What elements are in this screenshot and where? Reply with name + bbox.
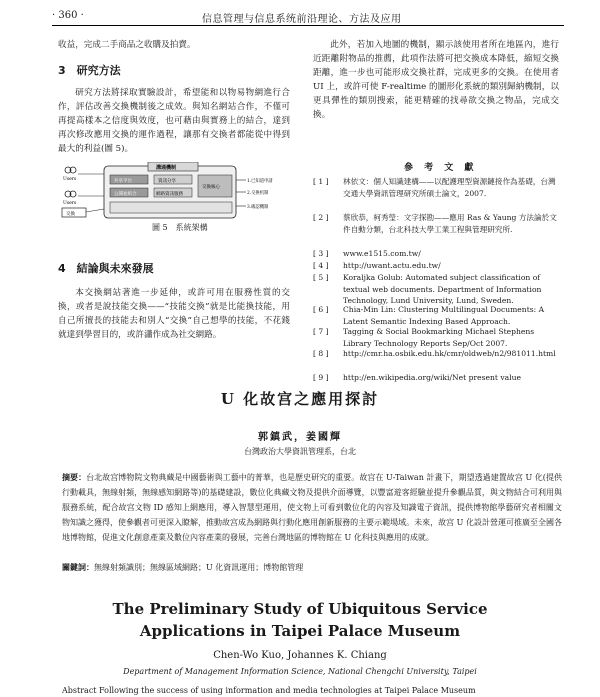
- bbs-label: 網路資訊服務: [156, 192, 183, 197]
- right-label-3: 3.確認機制: [247, 205, 269, 210]
- reference-text: Koraljka Golub: Automated subject classification of textual web documents. Department of Information Technology, Lund University, Lund, Sweden.: [343, 273, 542, 306]
- left-column: [58, 38, 290, 156]
- english-affiliation: Department of Management Information Science, National Chengchi University, Taipei: [123, 667, 477, 676]
- reference-number: [ 1 ]: [313, 177, 329, 186]
- page-number: · 360 ·: [52, 10, 84, 21]
- abstract-label: 摘要：: [62, 472, 87, 482]
- right-column: [313, 38, 559, 122]
- users-top-label: Users: [63, 177, 77, 182]
- bid-label: 公開並組合: [114, 192, 137, 197]
- right-intro-text: 此外，若加入地圖的機制，顯示該使用者所在地區內，進行近距離附物品的推薦，此項作法將可把交換成本降低，縮短交換距離，進一步也可能形成交換社群，完成更多的交換。在使用者 UI 上，或許可使 F-realtime 的圖形化系統的類別歸納機制，以更具彈性的類別搜索，能更精確的找尋欲交換之物品，完成交換。: [313, 40, 559, 120]
- core-label: 交換核心: [202, 185, 220, 190]
- section4-heading: 4 結論與未來發展: [58, 262, 154, 275]
- reference-number: [ 6 ]: [313, 305, 329, 314]
- page-header: [52, 8, 564, 26]
- chinese-keywords: [62, 562, 562, 573]
- right-label-1: 1.已知道申請: [247, 179, 273, 184]
- reference-number: [ 7 ]: [313, 327, 329, 336]
- chinese-affiliation: 台灣政治大學資訊管理系，台北: [244, 447, 356, 456]
- english-title-line1: The Preliminary Study of Ubiquitous Service: [112, 600, 488, 618]
- reference-text: Chia-Min Lin: Clustering Multilingual Documents: A Latent Semantic Indexing Based Approach.: [343, 305, 545, 326]
- exchange-box-label: 交換: [66, 212, 75, 217]
- section3-heading: 3 研究方法: [58, 64, 121, 77]
- keywords-label: 關鍵詞：: [62, 562, 94, 572]
- share-platform-label: 共享平台: [114, 179, 132, 184]
- figure-title: 溝通機制: [156, 165, 177, 171]
- reference-text: http://en.wikipedia.org/wiki/Net present value: [343, 373, 521, 382]
- left-column-lower: [58, 262, 290, 342]
- chinese-authors: 郭鎮武，姜國輝: [258, 432, 342, 443]
- english-title: [0, 598, 600, 642]
- figure-caption: 圖 5 系統架構: [152, 223, 208, 232]
- section4-text: 本交換網站著進一步延伸，或許可用在服務性質的交換，或者是說技能交換——“技能交換”就是比能換技能，用自己所擅長的技能去和別人“交換”自己想學的技能，不花錢就達到學習目的，或許瀟作成為社交網路。: [58, 288, 290, 340]
- reference-text: http://uwant.actu.edu.tw/: [343, 261, 441, 270]
- reference-number: [ 3 ]: [313, 249, 329, 258]
- users-bottom-label: Users: [63, 201, 77, 206]
- right-label-2: 2.交换机制: [247, 191, 269, 196]
- users-group-top: [63, 167, 77, 182]
- left-intro-text: 收益，完成二手商品之收購及拍賣。: [58, 40, 196, 50]
- info-share-label: 資訊分享: [158, 179, 176, 184]
- running-title: 信息管理与信息系统前沿理论、方法及应用: [202, 14, 402, 25]
- english-abstract-start: Abstract Following the success of using information and media technologies at Taipei Palace Museum: [62, 686, 476, 695]
- header-rule: [52, 25, 564, 26]
- abstract-text: 台北故宫博物院文物典藏是中國藝術與工藝中的菁華，也是歷史研究的重要。故宫在 U-Taiwan 計畫下，期望透過建置故宫 U 化(提供行動載具，無線射頻，無線感知網路等)的基礎建設，數位化典藏文物及提供介面導覽，以豐富遊客經驗並提升參觀品質，與文物結合可利用與服務系統，配合故宫文物 ID 感知上網應用，導入智慧型運用，使文物上可看到數位化的內容及知識電子資訊，提供博物館學藝研究者相關文物知識之獲得，使參觀者可更深入瞭解，推動故宫成為網路與行動化應用創新服務的主要示範場域。未來，故宫 U 化設計營運可推廣至全國各地博物館，促進文化創意產業及數位內容產業的發展，完善台灣地區的博物館在 U 化科技與應用的成就。: [62, 473, 562, 542]
- reference-number: [ 8 ]: [313, 349, 329, 358]
- reference-text: 蔡欣恭，柯秀瑩：文字探勘——應用 Ras & Yaung 方法論於文件自動分類，台北科技大學工業工程與管理研究所.: [343, 213, 557, 234]
- section3-text: 研究方法將採取實驗設計，希望能和以物易物網進行合作，評估改善交換機制後之成效。與知名網站合作，不僅可再提高樣本之信度與效度，也可藉由與實務上的結合，達到再次修改應用交換的運作過程，讓那有交換者都能從中得到最大的利益(圖 5)。: [58, 88, 290, 154]
- reference-number: [ 5 ]: [313, 273, 329, 282]
- keywords-text: 無線射頻識別；無線區域網路；U 化資訊運用；博物館管理: [94, 563, 304, 572]
- reference-text: 林依文：個人知識建構——以配護理型資源鏈接作為基礎，台灣交通大學資訊管理研究所碩士論文，2007.: [343, 177, 556, 198]
- reference-number: [ 9 ]: [313, 373, 329, 382]
- reference-number: [ 2 ]: [313, 213, 329, 222]
- system-architecture-figure: [60, 162, 290, 220]
- users-group-bottom: [63, 191, 77, 206]
- reference-text: http://cmr.ha.osbik.edu.hk/cmr/oldweb/n2/981011.html: [343, 349, 556, 358]
- english-authors: Chen-Wo Kuo, Johannes K. Chiang: [213, 650, 387, 661]
- reference-number: [ 4 ]: [313, 261, 329, 270]
- reference-text: www.e1515.com.tw/: [343, 249, 421, 258]
- references-title: 參 考 文 獻: [404, 163, 478, 173]
- chinese-title: U 化故宫之應用探討: [220, 390, 380, 408]
- english-title-line2: Applications in Taipei Palace Museum: [139, 622, 461, 640]
- chinese-abstract: [62, 470, 562, 545]
- reference-text: Tagging & Social Bookmarking Michael Stephens Library Technology Reports Sep/Oct 2007.: [343, 327, 535, 348]
